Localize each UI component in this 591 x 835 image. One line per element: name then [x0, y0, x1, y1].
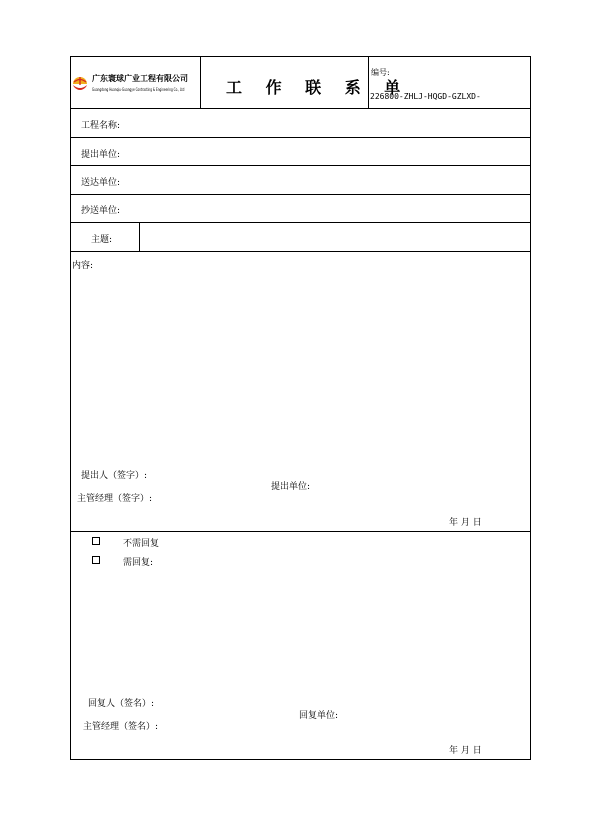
no-reply-label: 不需回复	[123, 539, 160, 549]
work-contact-form	[70, 56, 531, 760]
content-proposing-unit-label: 提出单位:	[271, 482, 311, 492]
rule	[71, 108, 530, 109]
rule	[71, 194, 530, 195]
rule	[71, 251, 530, 252]
no-reply-checkbox[interactable]	[92, 537, 100, 545]
number-value: 226800-ZHLJ-HQGD-GZLXD-	[370, 92, 481, 101]
proposer-sign-label: 提出人（签字）:	[81, 471, 148, 481]
company-name-cn: 广东寰球广业工程有限公司	[92, 74, 188, 83]
subject-label: 主题:	[91, 235, 113, 245]
reply-date: 年 月 日	[449, 746, 482, 756]
delivery-unit-label: 送达单位:	[81, 178, 121, 188]
rule	[71, 531, 530, 532]
rule	[71, 165, 530, 166]
need-reply-checkbox[interactable]	[92, 556, 100, 564]
rule	[71, 137, 530, 138]
need-reply-label: 需回复:	[123, 558, 154, 568]
content-label: 内容:	[72, 261, 94, 271]
reply-manager-sign-label: 主管经理（签名）:	[83, 722, 159, 732]
replier-sign-label: 回复人（签名）:	[88, 699, 155, 709]
company-name-en: Guangdong Huanqiu-Guangye Contracting & Engineering Co., Ltd	[92, 87, 185, 92]
number-label: 编号:	[371, 68, 390, 77]
form-title: 工 作 联 系 单	[226, 78, 410, 97]
company-logo-icon	[71, 74, 89, 92]
reply-unit-label: 回复单位:	[299, 711, 339, 721]
content-date: 年 月 日	[449, 518, 482, 528]
rule	[200, 57, 201, 108]
manager-sign-label: 主管经理（签字）:	[77, 494, 153, 504]
proposing-unit-label: 提出单位:	[81, 150, 121, 160]
rule	[139, 222, 140, 251]
project-name-label: 工程名称:	[81, 121, 121, 131]
cc-unit-label: 抄送单位:	[81, 206, 121, 216]
